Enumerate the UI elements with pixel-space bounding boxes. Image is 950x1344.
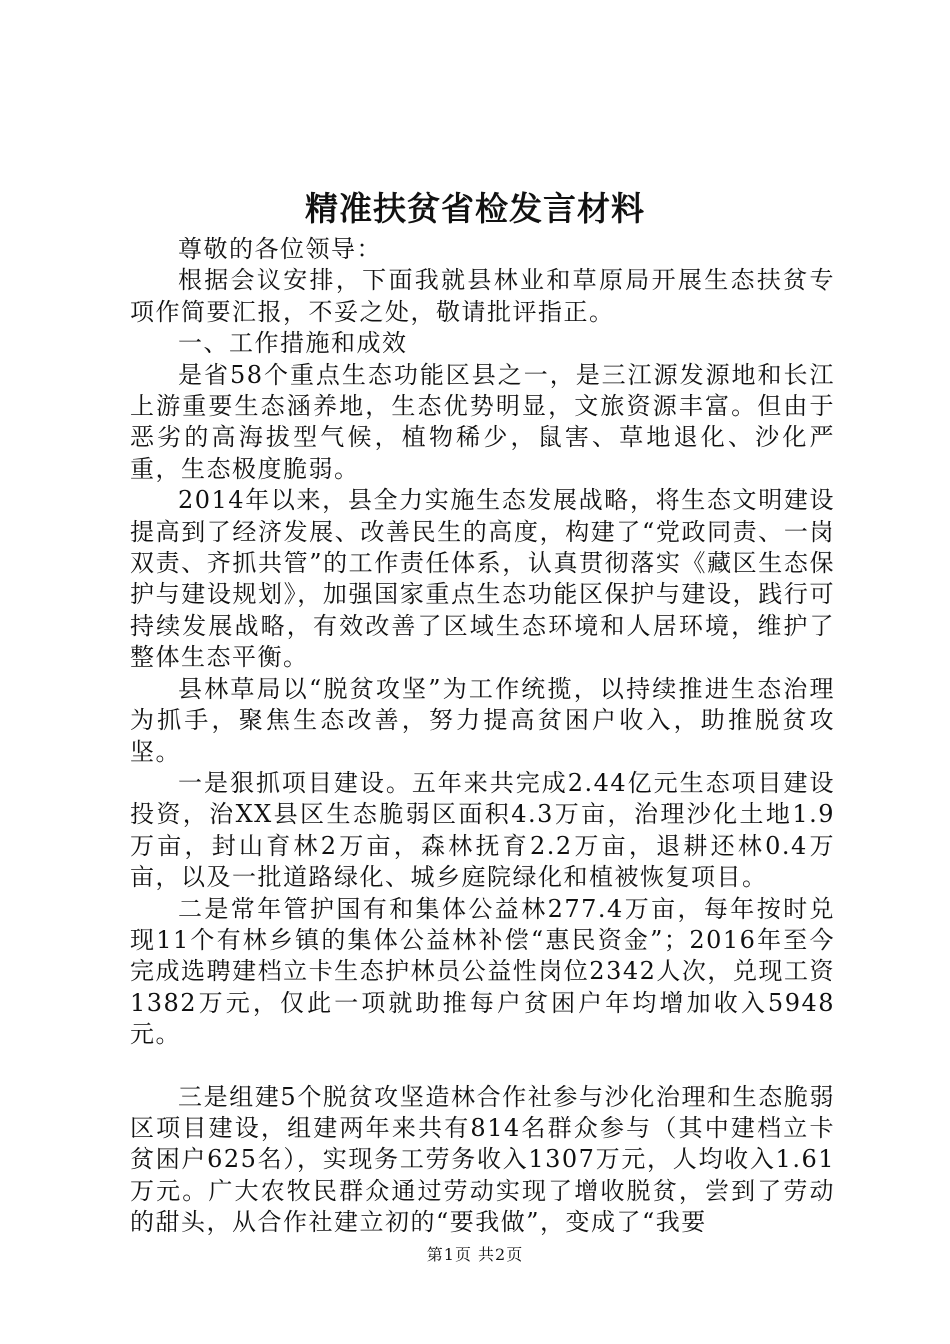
body-paragraph: 县林草局以“脱贫攻坚”为工作统揽，以持续推进生态治理为抓手，聚焦生态改善，努力提高贫困户收入，助推脱贫攻坚。: [130, 674, 835, 766]
greeting-paragraph: 尊敬的各位领导：: [178, 235, 382, 263]
body-paragraph: 是省58个重点生态功能区县之一，是三江源发源地和长江上游重要生态涵养地，生态优势明显，文旅资源丰富。但由于恶劣的高海拔型气候，植物稀少，鼠害、草地退化、沙化严重，生态极度脆弱。: [130, 360, 835, 483]
body-paragraph: 一是狠抓项目建设。五年来共完成2.44亿元生态项目建设投资，治XX县区生态脆弱区面积4.3万亩，治理沙化土地1.9万亩，封山育林2万亩，森林抚育2.2万亩，退耕还林0.4万亩，以及一批道路绿化、城乡庭院绿化和植被恢复项目。: [130, 768, 835, 892]
page-number-footer: 第1页 共2页: [426, 1245, 524, 1264]
document-body: [130, 234, 835, 1239]
body-paragraph: 三是组建5个脱贫攻坚造林合作社参与沙化治理和生态脆弱区项目建设，组建两年来共有814名群众参与（其中建档立卡贫困户625名），实现务工劳务收入1307万元，人均收入1.61万元。广大农牧民群众通过劳动实现了增收脱贫，尝到了劳动的甜头，从合作社建立初的“要我做”，变成了“我要: [130, 1082, 835, 1237]
intro-paragraph: 根据会议安排，下面我就县林业和草原局开展生态扶贫专项作简要汇报，不妥之处，敬请批评指正。: [130, 266, 835, 326]
document-title: 精准扶贫省检发言材料: [305, 189, 645, 228]
section-heading: 一、工作措施和成效: [178, 329, 408, 358]
body-paragraph: 二是常年管护国有和集体公益林277.4万亩，每年按时兑现11个有林乡镇的集体公益林补偿“惠民资金”；2016年至今完成选聘建档立卡生态护林员公益性岗位2342人次，兑现工资1382万元，仅此一项就助推每户贫困户年均增加收入5948元。: [130, 894, 835, 1049]
body-paragraph: 2014年以来，县全力实施生态发展战略，将生态文明建设提高到了经济发展、改善民生的高度，构建了“党政同责、一岗双责、齐抓共管”的工作责任体系，认真贯彻落实《藏区生态保护与建设规划》，加强国家重点生态功能区保护与建设，践行可持续发展战略，有效改善了区域生态环境和人居环境，维护了整体生态平衡。: [130, 486, 835, 672]
